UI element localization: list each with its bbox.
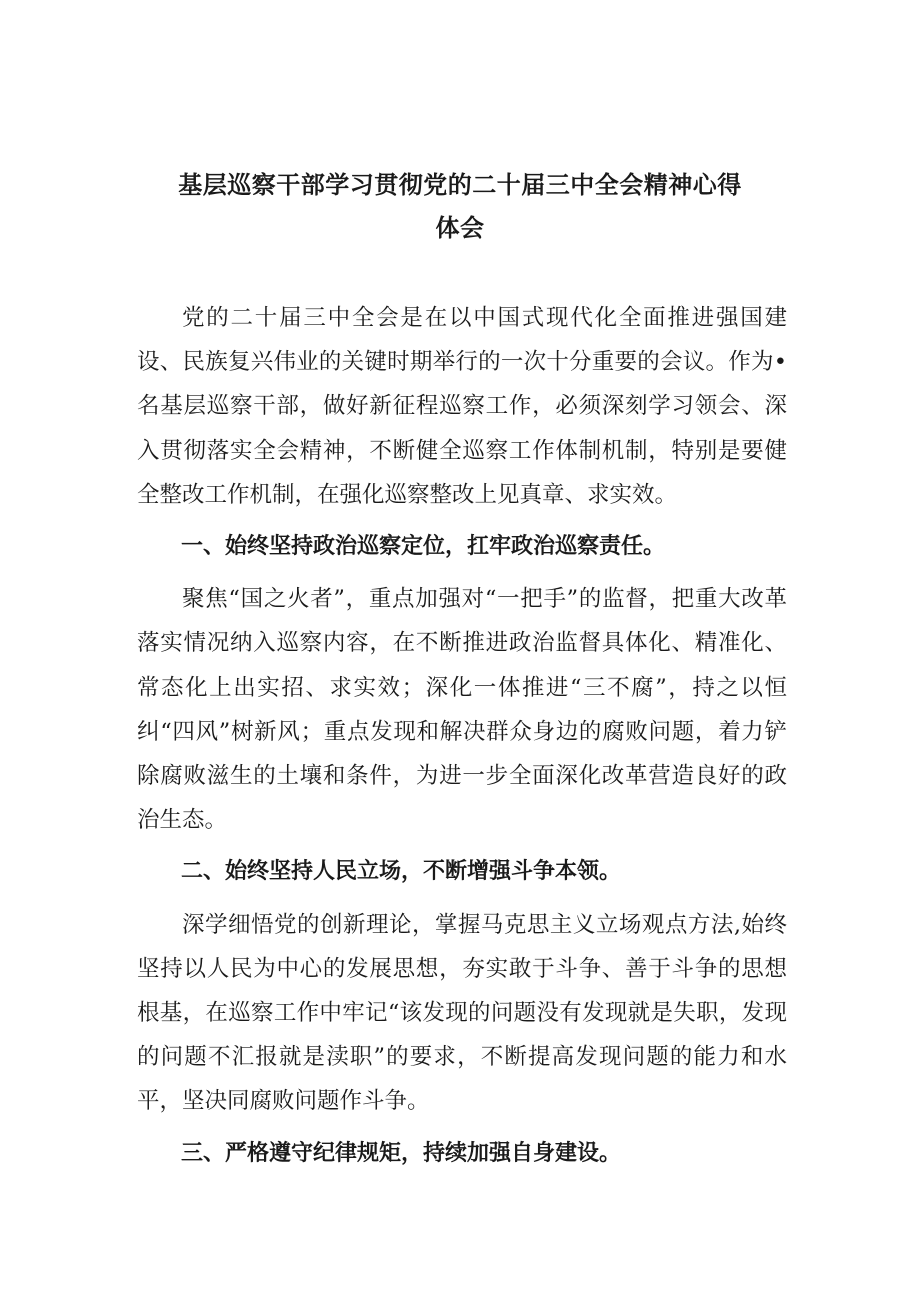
section-heading-3: 三、严格遵守纪律规矩，持续加强自身建设。 — [181, 1140, 622, 1166]
document-title-line-2: 体会 — [435, 214, 485, 242]
section-heading-2: 二、始终坚持人民立场，不断增强斗争本领。 — [181, 859, 622, 885]
document-body — [137, 296, 787, 1176]
section-heading-1: 一、始终坚持政治巡察定位，扛牢政治巡察责任。 — [181, 534, 666, 560]
section-paragraph-1: 聚焦“国之火者”，重点加强对“一把手”的监督，把重大改革落实情况纳入巡察内容，在不断推进政治监督具体化、精准化、常态化上出实招、求实效；深化一体推进“三不腐”，持之以恒纠“四风”树新风；重点发现和解决群众身边的腐败问题，着力铲除腐败滋生的土壤和条件，为进一步全面深化改革营造良好的政治生态。 — [137, 586, 787, 834]
intro-paragraph: 党的二十届三中全会是在以中国式现代化全面推进强国建设、民族复兴伟业的关键时期举行的一次十分重要的会议。作为•名基层巡察干部，做好新征程巡察工作，必须深刻学习领会、深入贯彻落实全会精神，不断健全巡察工作体制机制，特别是要健全整改工作机制，在强化巡察整改上见真章、求实效。 — [137, 305, 787, 508]
section-paragraph-2: 深学细悟党的创新理论，掌握马克思主义立场观点方法,始终坚持以人民为中心的发展思想，夯实敢于斗争、善于斗争的思想根基，在巡察工作中牢记“该发现的问题没有发现就是失职，发现的问题不汇报就是渎职”的要求，不断提高发现问题的能力和水平，坚决同腐败问题作斗争。 — [137, 911, 787, 1115]
document-title-line-1: 基层巡察干部学习贯彻党的二十届三中全会精神心得 — [178, 171, 742, 199]
